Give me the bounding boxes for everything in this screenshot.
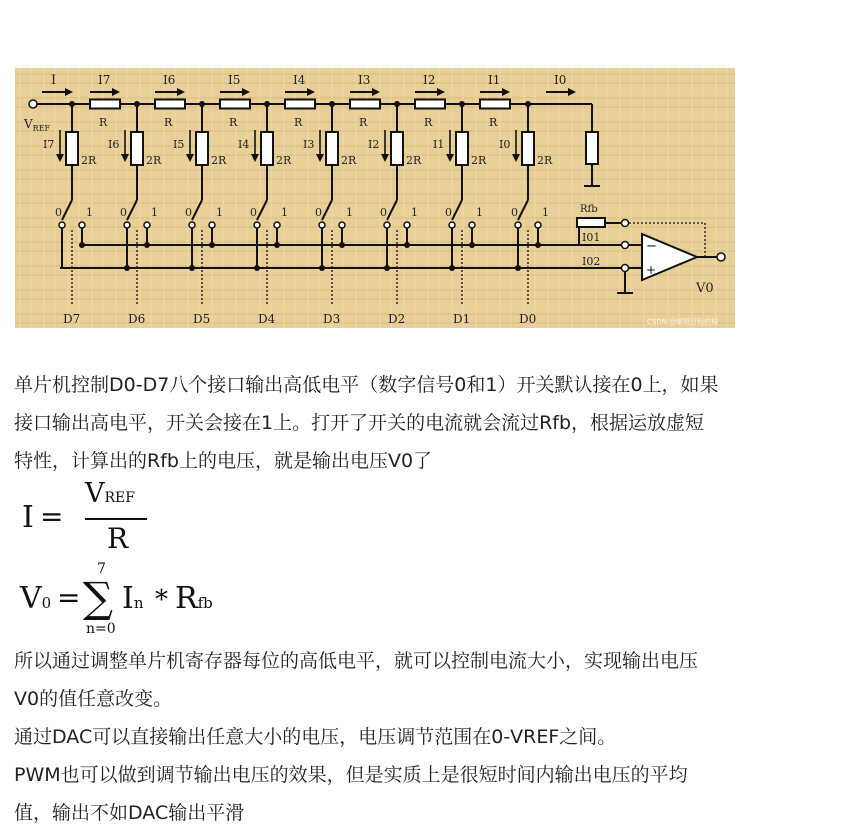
vref-terminal [29, 100, 37, 108]
formula-voltage-upper-limit: 7 [97, 561, 106, 577]
bus-junction [274, 242, 280, 248]
shunt-current-label: I5 [173, 138, 185, 151]
opamp-plus-label: + [646, 263, 657, 277]
switch-label-0: 0 [380, 206, 387, 219]
formula-voltage [20, 561, 220, 641]
shunt-current-label: I1 [433, 138, 445, 151]
shunt-current-label: I7 [43, 138, 55, 151]
series-current-label: I2 [423, 73, 436, 87]
bus-junction [515, 265, 521, 271]
switch-label-0: 0 [120, 206, 127, 219]
shunt-resistor-label: 2R [276, 154, 292, 167]
switch-contact-0 [449, 222, 455, 228]
shunt-resistor [456, 132, 468, 165]
shunt-resistor-label: 2R [341, 154, 357, 167]
series-current-label: I0 [554, 73, 567, 87]
opamp-minus-label: − [646, 239, 657, 254]
formula-voltage-lhs: V0 [20, 581, 52, 616]
paragraph-3-line: 通过DAC可以直接输出任意大小的电压，电压调节范围在0-VREF之间。 [14, 726, 617, 748]
paragraph-4 [14, 756, 688, 832]
shunt-resistor [326, 132, 338, 165]
switch-contact-1 [79, 222, 85, 228]
formula-voltage-term: In [122, 581, 144, 616]
series-resistor [90, 100, 120, 109]
feedback-resistor [577, 218, 605, 227]
shunt-current-label: I0 [499, 138, 511, 151]
switch-contact-1 [535, 222, 541, 228]
bus-junction [404, 242, 410, 248]
switch-label-1: 1 [346, 206, 353, 219]
series-resistor-label: R [424, 116, 433, 129]
series-resistor-label: R [359, 116, 368, 129]
series-resistor [415, 100, 445, 109]
series-resistor-label: R [489, 116, 498, 129]
series-resistor [155, 100, 185, 109]
shunt-resistor-label: 2R [537, 154, 553, 167]
paragraph-2-line-1: 所以通过调整单片机寄存器每位的高低电平，就可以控制电流大小，实现输出电压 [14, 650, 699, 672]
minus-node [622, 242, 629, 249]
formula-voltage-lower-limit: n=0 [86, 621, 116, 637]
switch-label-0: 0 [185, 206, 192, 219]
series-resistor [285, 100, 315, 109]
paragraph-1-line-2: 接口输出高电平，开关会接在1上。打开了开关的电流就会流过Rfb，根据运放虚短 [14, 412, 705, 434]
formula-current-lhs: I [22, 500, 34, 535]
formula-current-eq: = [40, 500, 64, 533]
bit-label-d1: D1 [453, 312, 471, 326]
switch-label-0: 0 [250, 206, 257, 219]
formula-current-numerator: VREF [85, 478, 135, 509]
shunt-resistor [261, 132, 273, 165]
series-resistor-label: R [164, 116, 173, 129]
bus-junction [254, 265, 260, 271]
bit-label-d7: D7 [63, 312, 81, 326]
switch-contact-1 [144, 222, 150, 228]
formula-current-fraction-bar [85, 518, 147, 520]
switch-label-1: 1 [86, 206, 93, 219]
bit-label-d0: D0 [519, 312, 537, 326]
bus-junction [319, 265, 325, 271]
series-resistor [220, 100, 250, 109]
series-current-label: I7 [98, 73, 111, 87]
series-current-label: I5 [228, 73, 241, 87]
series-resistor [480, 100, 510, 109]
shunt-current-label: I3 [303, 138, 315, 151]
switch-contact-0 [319, 222, 325, 228]
switch-contact-0 [515, 222, 521, 228]
bit-label-d5: D5 [193, 312, 211, 326]
formula-current [22, 478, 142, 560]
series-current-label: I6 [163, 73, 176, 87]
series-resistor-label: R [294, 116, 303, 129]
switch-label-0: 0 [315, 206, 322, 219]
switch-contact-1 [404, 222, 410, 228]
bus-junction [79, 242, 85, 248]
bus-junction [209, 242, 215, 248]
formula-voltage-operator: * [155, 585, 168, 615]
bus-junction [339, 242, 345, 248]
bus-junction [144, 242, 150, 248]
shunt-resistor-label: 2R [471, 154, 487, 167]
shunt-current-label: I4 [238, 138, 250, 151]
shunt-resistor [391, 132, 403, 165]
paragraph-4-line-1: PWM也可以做到调节输出电压的效果，但是实质上是很短时间内输出电压的平均 [14, 764, 688, 786]
switch-label-1: 1 [476, 206, 483, 219]
input-current-label: I [51, 73, 57, 88]
switch-label-0: 0 [511, 206, 518, 219]
r2r-ladder-dac-diagram [15, 68, 735, 328]
switch-contact-1 [469, 222, 475, 228]
out-current-1-label: I01 [582, 231, 601, 244]
switch-contact-1 [274, 222, 280, 228]
shunt-resistor [66, 132, 78, 165]
shunt-resistor [522, 132, 534, 165]
shunt-resistor-label: 2R [406, 154, 422, 167]
bit-label-d2: D2 [388, 312, 406, 326]
switch-label-1: 1 [216, 206, 223, 219]
vref-label: $V_{REF}$ [24, 117, 51, 133]
series-current-label: I4 [293, 73, 306, 87]
paragraph-1-line-3: 特性，计算出的Rfb上的电压，就是输出电压V0了 [14, 450, 433, 472]
bit-label-d6: D6 [128, 312, 146, 326]
switch-contact-1 [339, 222, 345, 228]
shunt-resistor-label: 2R [81, 154, 97, 167]
switch-label-1: 1 [411, 206, 418, 219]
paragraph-2 [14, 642, 698, 718]
out-current-2-label: I02 [582, 255, 601, 268]
paragraph-1 [14, 366, 719, 480]
bit-label-d4: D4 [258, 312, 276, 326]
formula-voltage-eq: = [57, 581, 81, 614]
formula-voltage-rfb: Rfb [175, 581, 213, 616]
bus-junction [469, 242, 475, 248]
watermark: CSDN @邮箱目标的城 [647, 318, 719, 326]
paragraph-4-line-2: 值，输出不如DAC输出平滑 [14, 802, 245, 824]
bus-junction [535, 242, 541, 248]
switch-contact-0 [189, 222, 195, 228]
shunt-resistor [131, 132, 143, 165]
bus-junction [189, 265, 195, 271]
feedback-node [622, 220, 629, 227]
formula-voltage-sum-sign: ∑ [83, 573, 113, 622]
series-current-label: I1 [488, 73, 501, 87]
switch-label-1: 1 [151, 206, 158, 219]
series-current-label: I3 [358, 73, 371, 87]
bus-junction [384, 265, 390, 271]
switch-contact-0 [384, 222, 390, 228]
bit-label-d3: D3 [323, 312, 341, 326]
switch-label-1: 1 [281, 206, 288, 219]
switch-contact-0 [124, 222, 130, 228]
switch-label-0: 0 [445, 206, 452, 219]
switch-contact-0 [59, 222, 65, 228]
plus-node [622, 265, 629, 272]
shunt-resistor-label: 2R [211, 154, 227, 167]
series-resistor [350, 100, 380, 109]
ladder-terminator-resistor [586, 132, 598, 164]
shunt-resistor-label: 2R [146, 154, 162, 167]
switch-label-0: 0 [55, 206, 62, 219]
formula-current-denominator: R [107, 522, 129, 555]
paragraph-2-line-2: V0的值任意改变。 [14, 688, 173, 710]
bus-junction [449, 265, 455, 271]
shunt-current-label: I6 [108, 138, 120, 151]
switch-contact-0 [254, 222, 260, 228]
output-label: V0 [696, 281, 714, 296]
switch-label-1: 1 [542, 206, 549, 219]
paragraph-1-line-1: 单片机控制D0-D7八个接口输出高低电平（数字信号0和1）开关默认接在0上，如果 [14, 374, 719, 396]
series-resistor-label: R [99, 116, 108, 129]
paragraph-3 [14, 718, 616, 756]
shunt-resistor [196, 132, 208, 165]
series-resistor-label: R [229, 116, 238, 129]
switch-contact-1 [209, 222, 215, 228]
output-terminal [717, 253, 725, 261]
feedback-resistor-label: Rfb [580, 204, 598, 215]
bus-junction [124, 265, 130, 271]
shunt-current-label: I2 [368, 138, 380, 151]
